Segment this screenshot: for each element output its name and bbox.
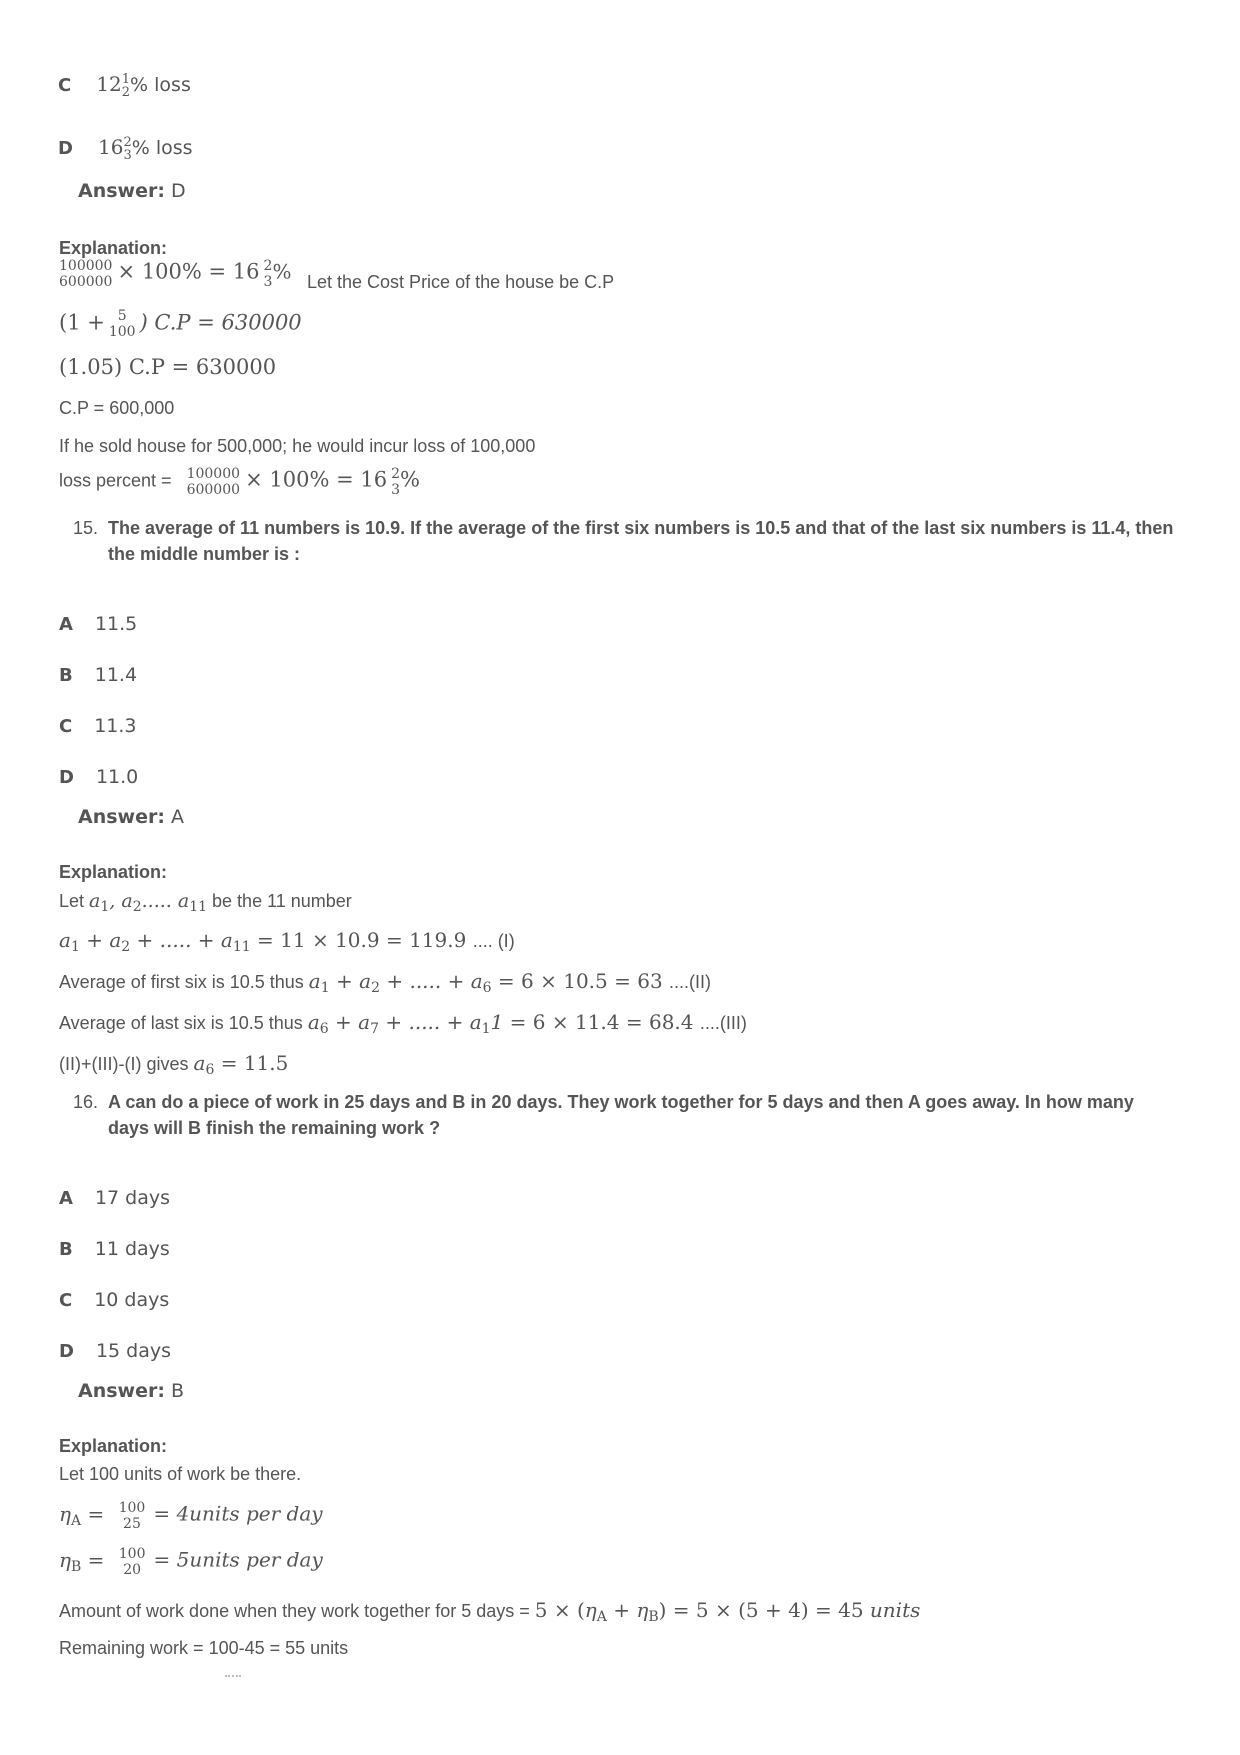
answer-value: D <box>171 180 186 202</box>
answer-line <box>78 180 186 202</box>
option-value: 12 1 2 <box>96 71 131 100</box>
explanation-title: Explanation: <box>59 862 168 882</box>
explanation-line: Amount of work done when they work together for 5 days = $5 \times (\eta_A + \eta_B) = 5 \times (5 + 4) = 45$ units <box>59 1598 921 1625</box>
explanation-line: Average of last six is 10.5 thus $a_6 + a_7$ + ..... + $a_11 = 6 \times 11.4 = 68.4$ ....(III) <box>59 1010 747 1037</box>
option-d[interactable]: D 11.0 <box>59 766 139 788</box>
answer-label: Answer: <box>78 1380 165 1402</box>
explanation-line: Let $a_1$, $a_2$..... $a_{11}$ be the 11 number <box>59 890 352 915</box>
question-text: The average of 11 numbers is 10.9. If the average of the first six numbers is 10.5 and that of the last six numbers is 11.4, then the middle number is : <box>108 518 1174 564</box>
option-a[interactable]: A 17 days <box>59 1187 171 1209</box>
option-b[interactable]: B 11.4 <box>59 664 138 686</box>
explanation-text: Remaining work = 100-45 = 55 units <box>59 1638 349 1658</box>
equation-line: $\eta_A$ = 100 25 = 4units per day <box>59 1500 323 1532</box>
question-number: 16. <box>73 1092 99 1112</box>
option-suffix: % loss <box>130 74 191 96</box>
answer-value: B <box>171 1380 185 1402</box>
explanation-line: 100000 600000 × 100% = 16 2 3 % <box>59 258 292 290</box>
option-suffix: % loss <box>131 137 193 159</box>
option-c[interactable]: C 10 days <box>59 1289 170 1311</box>
explanation-text: C.P = 600,000 <box>59 398 175 418</box>
option-value: 16 2 3 <box>98 134 132 163</box>
option-c[interactable] <box>58 72 191 99</box>
answer-label: Answer: <box>78 806 165 828</box>
question-number: 15. <box>73 518 99 538</box>
explanation-line: (II)+(III)-(I) gives $a_6 = 11.5$ <box>59 1051 289 1078</box>
explanation-tail: Let the Cost Price of the house be C.P <box>307 272 615 292</box>
answer-line <box>78 1380 184 1402</box>
answer-label: Answer: <box>78 180 165 202</box>
option-d[interactable] <box>58 135 193 162</box>
explanation-title: Explanation: <box>59 1436 168 1456</box>
equation-line: (1 + 5 100 ) C.P = 630000 <box>59 308 302 340</box>
equation-line: $\eta_B$ = 100 20 = 5units per day <box>59 1546 323 1578</box>
explanation-line: Average of first six is 10.5 thus $a_1 + a_2$ + ..... + $a_6 = 6 \times 10.5 = 63$ ....(II) <box>59 969 712 996</box>
explanation-line: loss percent = 100000 600000 × 100% = 16 2 3 % <box>59 466 420 498</box>
option-d[interactable]: D 15 days <box>59 1340 172 1362</box>
option-b[interactable]: B 11 days <box>59 1238 170 1260</box>
option-letter: C <box>58 75 72 96</box>
explanation-text: If he sold house for 500,000; he would incur loss of 100,000 <box>59 436 536 456</box>
question-text: A can do a piece of work in 25 days and B in 20 days. They work together for 5 days and then A goes away. In how many days will B finish the remaining work ? <box>108 1092 1134 1138</box>
explanation-text: Let 100 units of work be there. <box>59 1464 302 1484</box>
answer-line <box>78 806 184 828</box>
answer-value: A <box>171 806 184 828</box>
equation-line: (1.05) C.P = 630000 <box>59 355 277 379</box>
equation-line: $a_1 + a_2$ + ..... + $a_{11} = 11 \times 10.9 = 119.9$ .... (I) <box>59 928 515 955</box>
page-fragment <box>225 1675 241 1679</box>
explanation-title: Explanation: <box>59 238 168 258</box>
option-c[interactable]: C 11.3 <box>59 715 137 737</box>
option-letter: D <box>58 138 73 159</box>
option-a[interactable]: A 11.5 <box>59 613 138 635</box>
